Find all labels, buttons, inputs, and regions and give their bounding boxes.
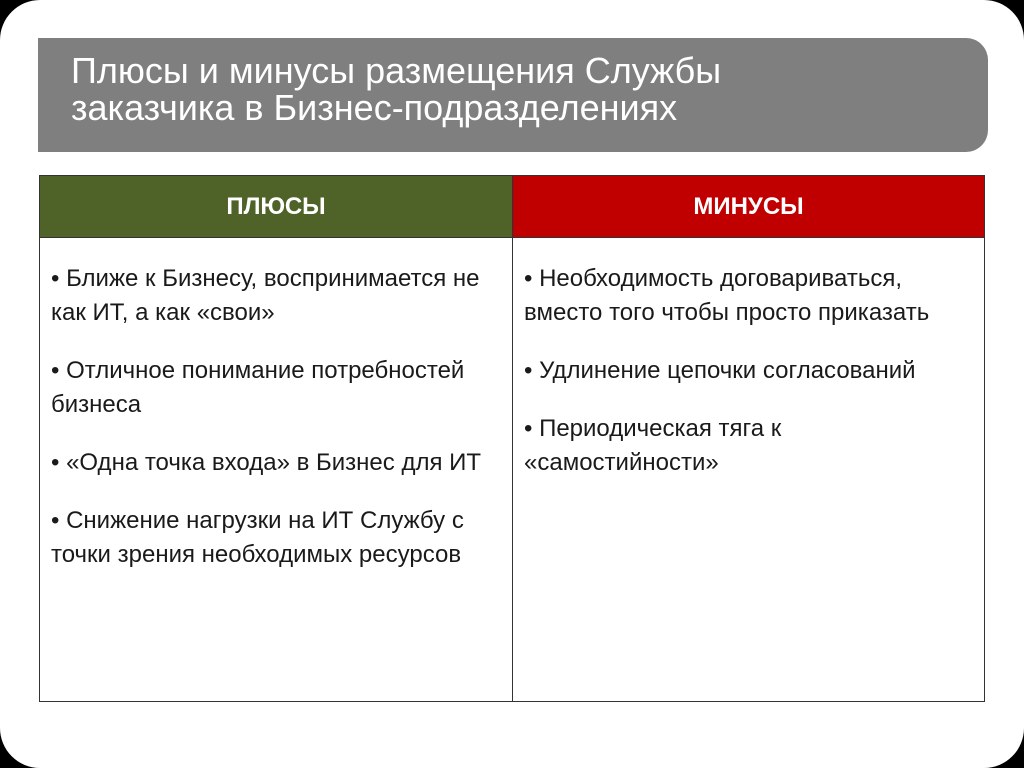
pros-item: • Снижение нагрузки на ИТ Службу с точки зрения необходимых ресурсов xyxy=(51,507,464,568)
cons-item: • Необходимость договариваться, вместо того чтобы просто приказать xyxy=(524,265,930,326)
title-bar xyxy=(38,38,988,152)
cons-header: МИНУСЫ xyxy=(513,176,985,238)
slide-title-line-2: заказчика в Бизнес-подразделениях xyxy=(71,87,678,128)
cons-cell xyxy=(513,238,985,702)
pros-item: • Ближе к Бизнесу, воспринимается не как ИТ, а как «свои» xyxy=(51,265,480,326)
comparison-table xyxy=(39,175,985,702)
pros-header: ПЛЮСЫ xyxy=(40,176,513,238)
pros-cell xyxy=(40,238,513,702)
cons-item: • Удлинение цепочки согласований xyxy=(524,357,916,384)
pros-item: • «Одна точка входа» в Бизнес для ИТ xyxy=(51,449,482,476)
slide-title-line-1: Плюсы и минусы размещения Службы xyxy=(71,50,722,91)
pros-item: • Отличное понимание потребностей бизнеса xyxy=(51,357,465,418)
cons-item: • Периодическая тяга к «самостийности» xyxy=(524,415,782,476)
table-body-row xyxy=(40,238,985,702)
table-header-row xyxy=(40,176,985,238)
